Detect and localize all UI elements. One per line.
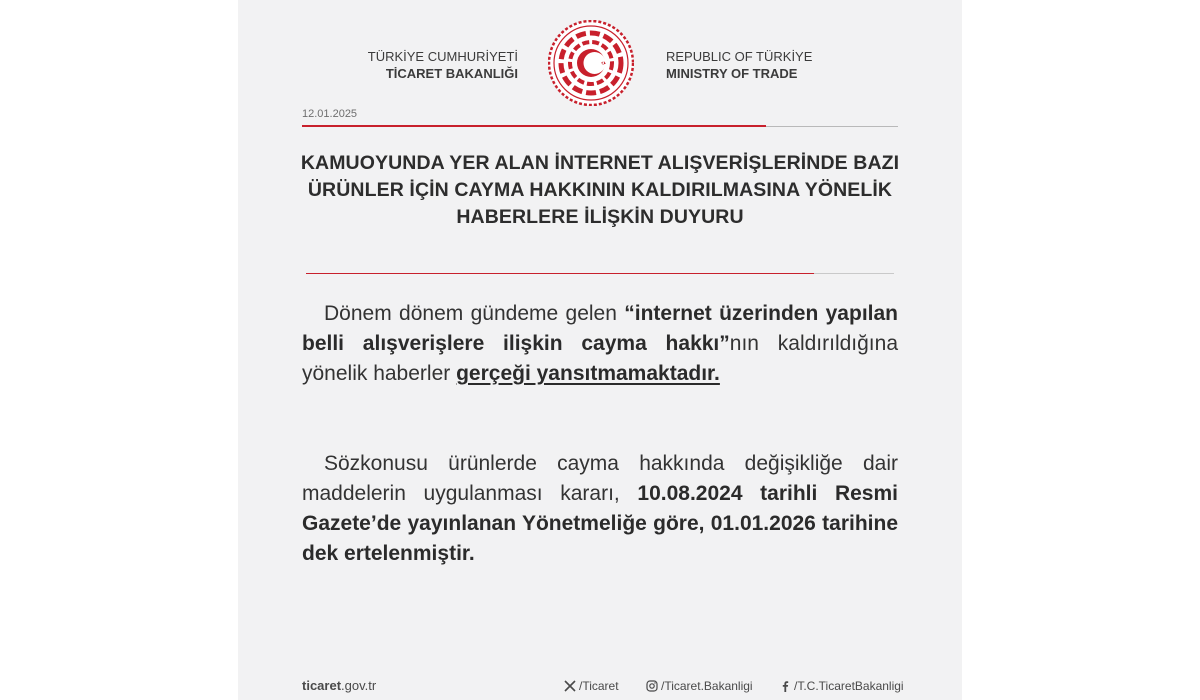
paragraph-1-quote: “internet üzerinden yapılan belli alışverişlere ilişkin cayma hakkı” (302, 302, 898, 355)
x-social-link[interactable] (564, 679, 619, 693)
facebook-social-link[interactable] (779, 679, 904, 693)
website-domain-bold: ticaret (302, 678, 342, 693)
announcement-title: KAMUOYUNDA YER ALAN İNTERNET ALIŞVERİŞLERİNDE BAZI ÜRÜNLER İÇİN CAYMA HAKKININ KALDIRILMASINA YÖNELİK HABERLERE İLİŞKİN DUYURU (300, 152, 900, 228)
header-english-name (666, 48, 866, 82)
header-turkish-name (358, 48, 518, 82)
paragraph-1-conclusion: gerçeği yansıtmamaktadır. (456, 362, 720, 385)
paragraph-1-text-a: Dönem dönem gündeme gelen (324, 302, 625, 325)
header-divider-grey (766, 126, 898, 127)
website-link[interactable] (302, 678, 376, 693)
website-domain-suffix: .gov.tr (341, 678, 377, 693)
announcement-card (238, 0, 962, 700)
paragraph-2-text-a: Sözkonusu ürünlerde cayma hakkında değişikliğe dair maddelerin uygulanması kararı, (302, 452, 898, 505)
announcement-date: 12.01.2025 (302, 108, 358, 120)
instagram-handle: /Ticaret.Bakanligi (661, 679, 753, 693)
instagram-icon (646, 680, 658, 692)
header-right-line1: REPUBLIC OF TÜRKİYE (666, 49, 813, 64)
paragraph-2 (302, 449, 898, 569)
facebook-handle: /T.C.TicaretBakanligi (794, 679, 904, 693)
paragraph-1 (302, 299, 898, 389)
header-divider-red (302, 125, 766, 127)
ministry-seal-logo (548, 20, 634, 106)
facebook-icon (779, 680, 791, 692)
paragraph-1-text-b: nın kaldırıldığına yönelik haberler (302, 332, 898, 385)
header-left-line2: TİCARET BAKANLIĞI (385, 66, 518, 81)
paragraph-2-date-statement: 10.08.2024 tarihli Resmi Gazete’de yayınlanan Yönetmeliğe göre, 01.01.2026 tarihine dek ertelenmiştir. (302, 482, 898, 565)
title-divider-red (306, 273, 814, 274)
x-logo-icon (564, 680, 576, 692)
header-right-line2: MINISTRY OF TRADE (666, 66, 798, 81)
header-left-line1: TÜRKİYE CUMHURİYETİ (367, 49, 518, 64)
title-divider-grey (814, 273, 894, 274)
instagram-social-link[interactable] (646, 679, 753, 693)
x-handle: /Ticaret (579, 679, 619, 693)
